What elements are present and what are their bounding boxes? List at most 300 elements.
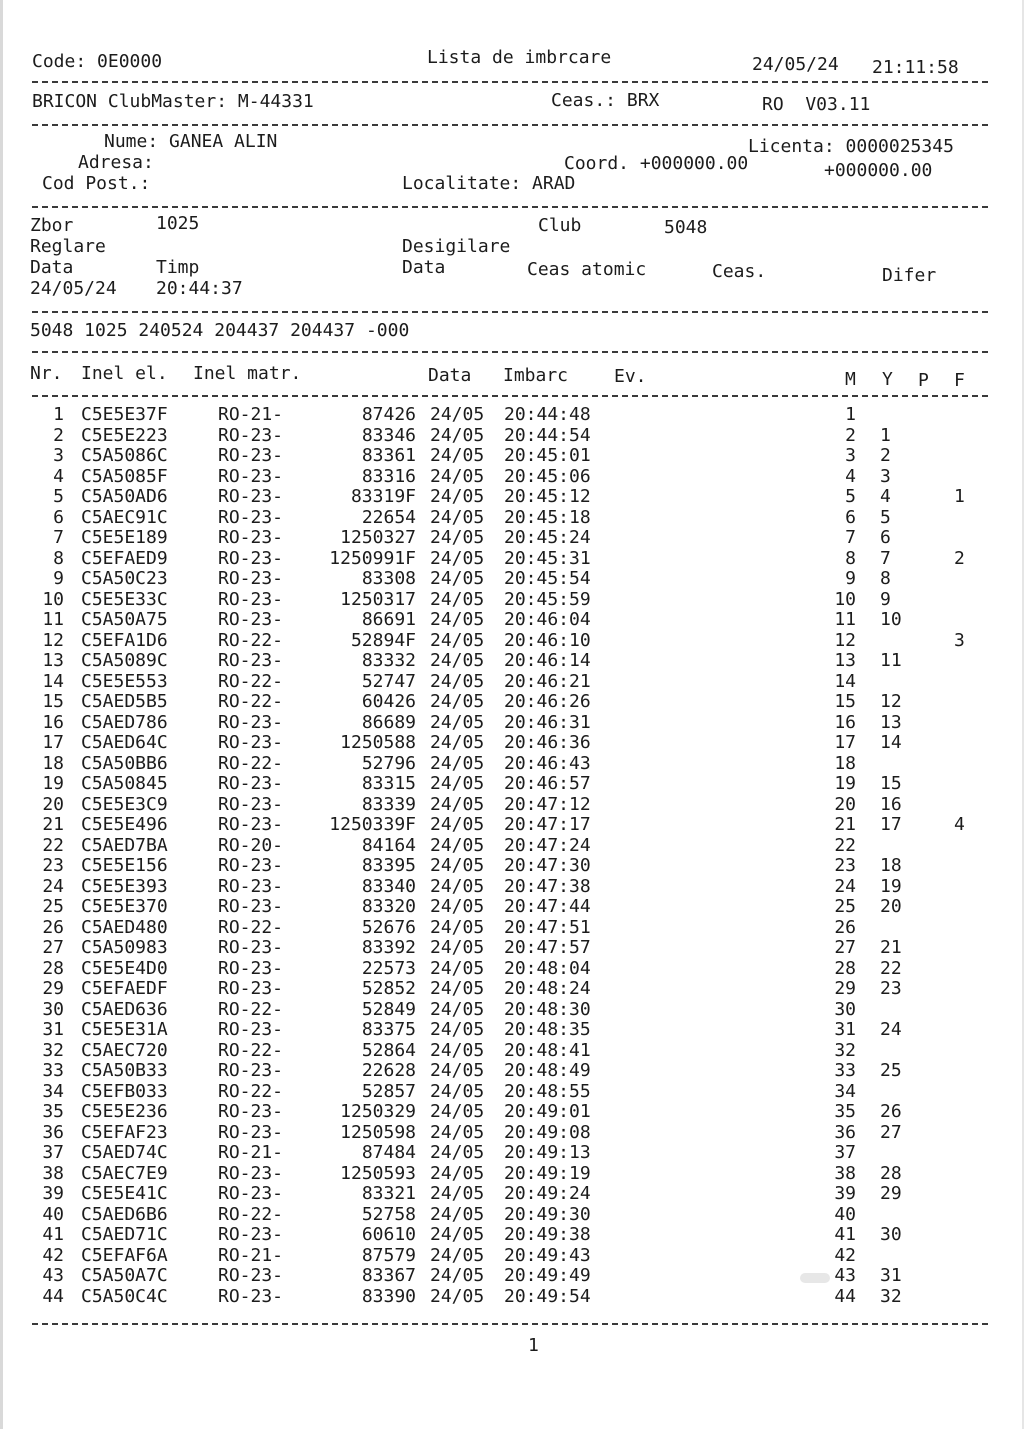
row-ring-number: 83395 — [361, 855, 416, 876]
row-date: 24/05 — [430, 732, 485, 753]
row-inel-el: C5E5E496 — [81, 814, 168, 835]
row-nr: 42 — [42, 1244, 64, 1266]
row-ring-number: 83315 — [361, 773, 416, 794]
row-date: 24/05 — [430, 1019, 485, 1040]
table-row — [0, 774, 1024, 794]
row-inel-el: C5AED636 — [81, 998, 168, 1020]
row-time: 20:47:17 — [504, 814, 591, 835]
row-time: 20:46:43 — [504, 752, 591, 774]
row-nr: 10 — [42, 588, 64, 610]
row-time: 20:44:48 — [504, 404, 591, 425]
row-date: 24/05 — [430, 1121, 485, 1143]
row-time: 20:47:51 — [504, 916, 591, 938]
row-nr: 44 — [42, 1285, 64, 1307]
coord-field: Coord. +000000.00 — [564, 153, 749, 174]
row-time: 20:44:54 — [504, 424, 591, 446]
row-time: 20:45:18 — [504, 506, 591, 528]
row-m: 35 — [834, 1101, 856, 1122]
row-prefix: RO-23- — [218, 506, 284, 528]
row-y: 29 — [880, 1183, 902, 1204]
table-row — [0, 1164, 1024, 1184]
row-inel-el: C5A50A75 — [81, 609, 168, 630]
row-ring-number: 22573 — [361, 957, 416, 979]
row-date: 24/05 — [430, 445, 485, 466]
row-date: 24/05 — [430, 855, 485, 876]
row-date: 24/05 — [430, 670, 485, 692]
row-nr: 31 — [42, 1019, 64, 1040]
row-prefix: RO-23- — [218, 1019, 284, 1040]
row-y: 20 — [880, 896, 902, 917]
row-nr: 15 — [42, 691, 64, 712]
row-ring-number: 52747 — [361, 670, 416, 692]
row-prefix: RO-23- — [218, 937, 284, 958]
row-inel-el: C5AED480 — [81, 916, 168, 938]
row-ring-number: 83320 — [361, 896, 416, 917]
row-prefix: RO-23- — [218, 814, 284, 835]
row-date: 24/05 — [430, 1162, 485, 1184]
row-m: 32 — [834, 1039, 856, 1061]
row-m: 22 — [834, 834, 856, 856]
row-inel-el: C5E5E33C — [81, 588, 168, 610]
row-date: 24/05 — [430, 711, 485, 733]
row-nr: 23 — [42, 855, 64, 876]
row-time: 20:48:35 — [504, 1019, 591, 1040]
table-row — [0, 1287, 1024, 1307]
row-prefix: RO-23- — [218, 424, 284, 446]
row-ring-number: 83321 — [361, 1183, 416, 1204]
row-y: 23 — [880, 978, 902, 999]
table-row — [0, 1184, 1024, 1204]
table-row — [0, 569, 1024, 589]
row-time: 20:49:24 — [504, 1183, 591, 1204]
reglare-time: 20:44:37 — [156, 278, 243, 299]
row-inel-el: C5E5E41C — [81, 1183, 168, 1204]
row-time: 20:45:31 — [504, 547, 591, 569]
row-time: 20:49:43 — [504, 1244, 591, 1266]
row-nr: 16 — [42, 711, 64, 733]
row-date: 24/05 — [430, 957, 485, 979]
row-y: 16 — [880, 793, 902, 815]
table-row — [0, 897, 1024, 917]
row-time: 20:45:59 — [504, 588, 591, 610]
table-row — [0, 938, 1024, 958]
col-ev: Ev. — [614, 366, 647, 387]
row-ring-number: 52852 — [361, 978, 416, 999]
row-y: 14 — [880, 732, 902, 753]
separator — [32, 1323, 988, 1325]
row-date: 24/05 — [430, 404, 485, 425]
row-inel-el: C5E5E370 — [81, 896, 168, 917]
row-m: 14 — [834, 670, 856, 692]
row-time: 20:49:38 — [504, 1224, 591, 1245]
row-date: 24/05 — [430, 998, 485, 1020]
row-date: 24/05 — [430, 1203, 485, 1225]
row-inel-el: C5A5086C — [81, 445, 168, 466]
row-y: 5 — [880, 506, 891, 528]
row-prefix: RO-23- — [218, 1183, 284, 1204]
row-date: 24/05 — [430, 691, 485, 712]
row-inel-el: C5A5085F — [81, 465, 168, 487]
table-row — [0, 856, 1024, 876]
row-prefix: RO-23- — [218, 1224, 284, 1245]
row-date: 24/05 — [430, 875, 485, 897]
row-inel-el: C5EFAEDF — [81, 978, 168, 999]
row-inel-el: C5AEC7E9 — [81, 1162, 168, 1184]
row-time: 20:46:04 — [504, 609, 591, 630]
row-date: 24/05 — [430, 506, 485, 528]
row-inel-el: C5A50BB6 — [81, 752, 168, 774]
row-prefix: RO-23- — [218, 1285, 284, 1307]
row-m: 44 — [834, 1285, 856, 1307]
table-row — [0, 528, 1024, 548]
row-nr: 14 — [42, 670, 64, 692]
row-ring-number: 52894F — [350, 629, 416, 651]
row-y: 10 — [880, 609, 902, 630]
table-row — [0, 487, 1024, 507]
table-row — [0, 692, 1024, 712]
page-number: 1 — [528, 1335, 539, 1356]
row-date: 24/05 — [430, 1101, 485, 1122]
row-prefix: RO-23- — [218, 568, 284, 589]
flight-summary-line: 5048 1025 240524 204437 204437 -000 — [30, 320, 410, 341]
row-date: 24/05 — [430, 1080, 485, 1102]
row-nr: 20 — [42, 793, 64, 815]
row-ring-number: 83367 — [361, 1265, 416, 1286]
row-date: 24/05 — [430, 1183, 485, 1204]
row-ring-number: 1250593 — [340, 1162, 416, 1184]
row-date: 24/05 — [430, 547, 485, 569]
row-nr: 4 — [53, 465, 64, 487]
row-nr: 40 — [42, 1203, 64, 1225]
table-row — [0, 959, 1024, 979]
row-prefix: RO-23- — [218, 875, 284, 897]
row-time: 20:49:54 — [504, 1285, 591, 1307]
row-nr: 39 — [42, 1183, 64, 1204]
row-time: 20:46:57 — [504, 773, 591, 794]
row-nr: 7 — [53, 527, 64, 548]
row-date: 24/05 — [430, 752, 485, 774]
difer-label: Difer — [882, 265, 937, 286]
timp-label: Timp — [156, 257, 200, 278]
row-date: 24/05 — [430, 1060, 485, 1081]
row-nr: 33 — [42, 1060, 64, 1081]
version-label: RO V03.11 — [762, 94, 871, 115]
row-time: 20:49:49 — [504, 1265, 591, 1286]
row-time: 20:45:01 — [504, 445, 591, 466]
row-m: 11 — [834, 609, 856, 630]
row-ring-number: 83332 — [361, 650, 416, 671]
row-inel-el: C5E5E31A — [81, 1019, 168, 1040]
print-date: 24/05/24 — [752, 54, 839, 75]
row-time: 20:45:06 — [504, 465, 591, 487]
row-date: 24/05 — [430, 568, 485, 589]
col-f: F — [954, 370, 965, 391]
row-date: 24/05 — [430, 793, 485, 815]
row-time: 20:47:12 — [504, 793, 591, 815]
table-row — [0, 1082, 1024, 1102]
row-prefix: RO-23- — [218, 773, 284, 794]
zbor-value: 1025 — [156, 213, 200, 234]
row-y: 25 — [880, 1060, 902, 1081]
row-date: 24/05 — [430, 486, 485, 507]
reglare-date: 24/05/24 — [30, 278, 117, 299]
table-row — [0, 446, 1024, 466]
row-inel-el: C5AED71C — [81, 1224, 168, 1245]
row-date: 24/05 — [430, 527, 485, 548]
row-date: 24/05 — [430, 916, 485, 938]
row-m: 21 — [834, 814, 856, 835]
table-row — [0, 1266, 1024, 1286]
row-ring-number: 86691 — [361, 609, 416, 630]
row-y: 13 — [880, 711, 902, 733]
row-m: 5 — [845, 486, 856, 507]
row-inel-el: C5E5E3C9 — [81, 793, 168, 815]
row-prefix: RO-22- — [218, 916, 284, 938]
row-m: 16 — [834, 711, 856, 733]
ceas-label-2: Ceas. — [712, 261, 767, 282]
row-inel-el: C5AED5B5 — [81, 691, 168, 712]
row-nr: 21 — [42, 814, 64, 835]
row-ring-number: 60610 — [361, 1224, 416, 1245]
row-ring-number: 52676 — [361, 916, 416, 938]
row-m: 29 — [834, 978, 856, 999]
row-nr: 22 — [42, 834, 64, 856]
row-date: 24/05 — [430, 978, 485, 999]
row-nr: 2 — [53, 424, 64, 446]
row-nr: 26 — [42, 916, 64, 938]
table-row — [0, 1205, 1024, 1225]
row-m: 37 — [834, 1142, 856, 1163]
row-inel-el: C5EFA1D6 — [81, 629, 168, 651]
row-m: 27 — [834, 937, 856, 958]
row-nr: 36 — [42, 1121, 64, 1143]
row-inel-el: C5E5E393 — [81, 875, 168, 897]
row-prefix: RO-23- — [218, 650, 284, 671]
row-prefix: RO-23- — [218, 1265, 284, 1286]
row-date: 24/05 — [430, 1265, 485, 1286]
ceas-atomic-label: Ceas atomic — [527, 259, 647, 280]
row-inel-el: C5A50845 — [81, 773, 168, 794]
row-m: 12 — [834, 629, 856, 651]
row-y: 9 — [880, 588, 891, 610]
row-nr: 11 — [42, 609, 64, 630]
row-prefix: RO-23- — [218, 1060, 284, 1081]
row-prefix: RO-22- — [218, 629, 284, 651]
table-row — [0, 733, 1024, 753]
row-m: 13 — [834, 650, 856, 671]
row-inel-el: C5E5E223 — [81, 424, 168, 446]
row-y: 11 — [880, 650, 902, 671]
row-y: 32 — [880, 1285, 902, 1307]
separator — [32, 81, 988, 83]
row-time: 20:45:54 — [504, 568, 591, 589]
row-m: 20 — [834, 793, 856, 815]
row-m: 18 — [834, 752, 856, 774]
row-m: 17 — [834, 732, 856, 753]
row-m: 4 — [845, 465, 856, 487]
row-inel-el: C5AEC91C — [81, 506, 168, 528]
table-row — [0, 877, 1024, 897]
row-time: 20:49:13 — [504, 1142, 591, 1163]
row-inel-el: C5E5E4D0 — [81, 957, 168, 979]
row-prefix: RO-23- — [218, 1121, 284, 1143]
row-prefix: RO-23- — [218, 732, 284, 753]
row-date: 24/05 — [430, 650, 485, 671]
row-time: 20:46:36 — [504, 732, 591, 753]
row-y: 8 — [880, 568, 891, 589]
row-inel-el: C5E5E236 — [81, 1101, 168, 1122]
table-row — [0, 1020, 1024, 1040]
row-m: 10 — [834, 588, 856, 610]
row-y: 21 — [880, 937, 902, 958]
col-p: P — [918, 370, 929, 391]
row-ring-number: 83346 — [361, 424, 416, 446]
row-ring-number: 87484 — [361, 1142, 416, 1163]
row-prefix: RO-22- — [218, 998, 284, 1020]
row-ring-number: 1250329 — [340, 1101, 416, 1122]
col-inel-matr: Inel matr. — [193, 363, 302, 384]
reglare-label: Reglare — [30, 236, 106, 257]
row-m: 30 — [834, 998, 856, 1020]
table-row — [0, 1246, 1024, 1266]
row-inel-el: C5A50A7C — [81, 1265, 168, 1286]
separator — [32, 124, 988, 126]
row-y: 15 — [880, 773, 902, 794]
localitate-field: Localitate: ARAD — [402, 173, 576, 194]
row-nr: 8 — [53, 547, 64, 569]
table-row — [0, 610, 1024, 630]
row-inel-el: C5A50AD6 — [81, 486, 168, 507]
row-prefix: RO-22- — [218, 1203, 284, 1225]
row-prefix: RO-23- — [218, 445, 284, 466]
col-inel-el: Inel el. — [81, 363, 168, 384]
row-y: 4 — [880, 486, 891, 507]
row-y: 19 — [880, 875, 902, 897]
row-time: 20:48:55 — [504, 1080, 591, 1102]
adresa-field: Adresa: — [78, 152, 154, 173]
table-row — [0, 754, 1024, 774]
row-inel-el: C5A50C23 — [81, 568, 168, 589]
desigilare-label: Desigilare — [402, 236, 511, 257]
row-y: 12 — [880, 691, 902, 712]
row-prefix: RO-23- — [218, 793, 284, 815]
col-y: Y — [882, 369, 893, 390]
table-row — [0, 713, 1024, 733]
row-prefix: RO-22- — [218, 752, 284, 774]
row-date: 24/05 — [430, 814, 485, 835]
row-time: 20:49:30 — [504, 1203, 591, 1225]
row-ring-number: 52758 — [361, 1203, 416, 1225]
row-inel-el: C5EFB033 — [81, 1080, 168, 1102]
row-y: 6 — [880, 527, 891, 548]
row-prefix: RO-23- — [218, 527, 284, 548]
row-y: 17 — [880, 814, 902, 835]
row-m: 40 — [834, 1203, 856, 1225]
row-ring-number: 83308 — [361, 568, 416, 589]
table-row — [0, 631, 1024, 651]
row-m: 23 — [834, 855, 856, 876]
row-nr: 9 — [53, 568, 64, 589]
row-nr: 27 — [42, 937, 64, 958]
club-value: 5048 — [664, 217, 708, 238]
print-time: 21:11:58 — [872, 57, 959, 78]
row-inel-el: C5E5E553 — [81, 670, 168, 692]
row-ring-number: 52864 — [361, 1039, 416, 1061]
row-date: 24/05 — [430, 1285, 485, 1307]
table-row — [0, 1225, 1024, 1245]
table-row — [0, 1061, 1024, 1081]
row-ring-number: 83390 — [361, 1285, 416, 1307]
row-m: 39 — [834, 1183, 856, 1204]
row-prefix: RO-22- — [218, 1080, 284, 1102]
row-nr: 13 — [42, 650, 64, 671]
row-y: 26 — [880, 1101, 902, 1122]
separator — [32, 395, 988, 397]
licenta-field: Licenta: 0000025345 — [748, 136, 954, 157]
row-ring-number: 83340 — [361, 875, 416, 897]
row-time: 20:47:44 — [504, 896, 591, 917]
row-y: 30 — [880, 1224, 902, 1245]
row-inel-el: C5A50983 — [81, 937, 168, 958]
row-y: 2 — [880, 445, 891, 466]
table-row — [0, 1000, 1024, 1020]
row-date: 24/05 — [430, 588, 485, 610]
table-row — [0, 1102, 1024, 1122]
data2-label: Data — [402, 257, 446, 278]
row-time: 20:46:26 — [504, 691, 591, 712]
row-ring-number: 22628 — [361, 1060, 416, 1081]
row-m: 34 — [834, 1080, 856, 1102]
row-date: 24/05 — [430, 937, 485, 958]
row-nr: 30 — [42, 998, 64, 1020]
row-inel-el: C5AED786 — [81, 711, 168, 733]
row-y: 18 — [880, 855, 902, 876]
table-row — [0, 815, 1024, 835]
row-inel-el: C5A50B33 — [81, 1060, 168, 1081]
row-date: 24/05 — [430, 1142, 485, 1163]
row-nr: 25 — [42, 896, 64, 917]
row-nr: 34 — [42, 1080, 64, 1102]
row-time: 20:49:19 — [504, 1162, 591, 1184]
row-time: 20:49:01 — [504, 1101, 591, 1122]
table-row — [0, 651, 1024, 671]
cod-post-field: Cod Post.: — [42, 173, 151, 194]
row-m: 2 — [845, 424, 856, 446]
row-time: 20:46:31 — [504, 711, 591, 733]
table-row — [0, 795, 1024, 815]
row-ring-number: 1250588 — [340, 732, 416, 753]
row-time: 20:46:10 — [504, 629, 591, 651]
table-row — [0, 918, 1024, 938]
code-label: Code: 0E0000 — [32, 51, 163, 72]
paper-smudge — [800, 1273, 830, 1283]
row-time: 20:48:04 — [504, 957, 591, 979]
row-nr: 5 — [53, 486, 64, 507]
row-prefix: RO-23- — [218, 588, 284, 610]
row-ring-number: 1250598 — [340, 1121, 416, 1143]
club-label: Club — [538, 215, 582, 236]
row-time: 20:47:30 — [504, 855, 591, 876]
row-time: 20:48:41 — [504, 1039, 591, 1061]
row-prefix: RO-22- — [218, 691, 284, 712]
row-nr: 1 — [53, 404, 64, 425]
row-ring-number: 83392 — [361, 937, 416, 958]
row-prefix: RO-22- — [218, 1039, 284, 1061]
row-ring-number: 87426 — [361, 404, 416, 425]
row-nr: 37 — [42, 1142, 64, 1163]
row-y: 7 — [880, 547, 891, 569]
row-m: 41 — [834, 1224, 856, 1245]
